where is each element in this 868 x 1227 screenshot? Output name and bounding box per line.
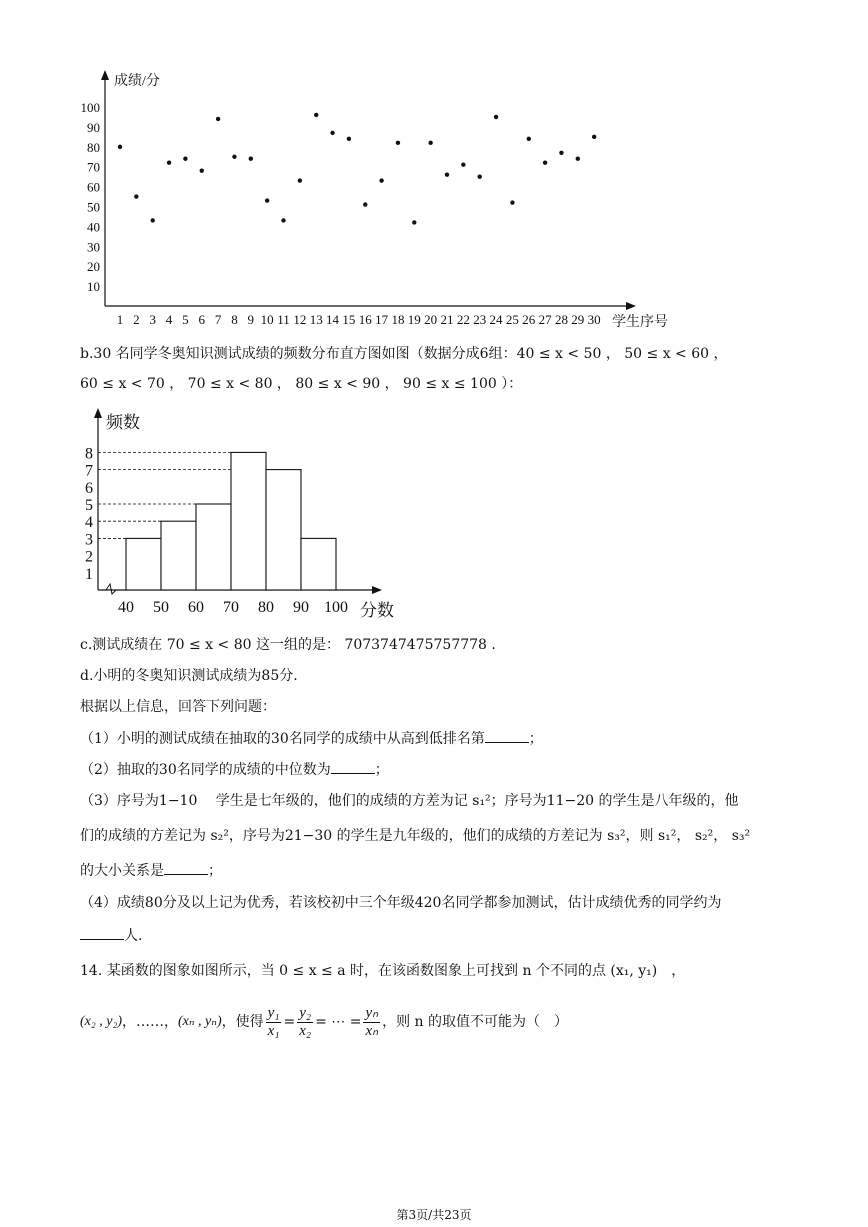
text-c-line: c.测试成绩在 70 ≤ x < 80 这一组的是： 7073747475757778 . (80, 637, 496, 653)
histogram-y-tick-label: 7 (85, 462, 93, 480)
question-3-text: 的大小关系是 (80, 863, 164, 879)
scatter-x-tick-label: 4 (165, 312, 173, 327)
histogram-chart (76, 404, 416, 626)
scatter-x-tick-label: 19 (407, 312, 421, 327)
scatter-point (527, 137, 531, 141)
question-3-end: ； (208, 863, 222, 879)
scatter-x-tick-label: 23 (473, 312, 487, 327)
histogram-bar (231, 452, 266, 590)
histogram-x-ticks (118, 599, 348, 616)
answer-blank-4[interactable] (80, 925, 124, 940)
question-4-line2 (80, 925, 142, 946)
scatter-point (543, 161, 547, 165)
q14-fraction-n: $\frac{\text{yₙ}}{\text{xₙ}}$ (365, 1004, 379, 1039)
question-3-line2: 们的成绩的方差记为 s₂²，序号为21−30 的学生是九年级的，他们的成绩的方差记为 s₃²，则 s₁²， s₂²， s₃² (80, 828, 751, 844)
scatter-point (330, 131, 334, 135)
scatter-y-title: 成绩/分 (114, 74, 160, 89)
text-intro: 根据以上信息，回答下列问题： (80, 699, 276, 715)
scatter-point (249, 157, 253, 161)
histogram-x-tick-label: 90 (293, 599, 309, 616)
question-4-end: 人. (124, 928, 143, 944)
histogram-x-title: 分数 (360, 601, 394, 620)
scatter-x-tick-label: 11 (277, 312, 290, 327)
scatter-point (347, 137, 351, 141)
scatter-point (478, 174, 482, 178)
scatter-point (151, 218, 155, 222)
scatter-x-tick-label: 15 (342, 312, 356, 327)
text-b-line2: 60 ≤ x < 70 ， 70 ≤ x < 80 ， 80 ≤ x < 90 ， 90 ≤ x ≤ 100 ）： (80, 376, 523, 392)
scatter-x-title: 学生序号 (612, 315, 668, 330)
scatter-axes (101, 70, 636, 310)
q14-fraction-1: $\frac{\text{y₁}}{\text{x₁}}$ (267, 1004, 280, 1039)
scatter-x-tick-label: 18 (391, 312, 405, 327)
histogram-y-tick-label: 4 (85, 514, 93, 532)
scatter-x-tick-label: 10 (260, 312, 274, 327)
scatter-y-tick-label: 60 (87, 179, 100, 195)
question-14-line2: (x₂ , y₂) ，……， (xₙ , yₙ) ，使得 $\frac{\text{y₁}}{\text{x₁}}$ = $\frac{\text{y₂}}{\text{x₂}}$ = ⋯ = $\frac{\text{yₙ}}{\text{xₙ}}$ ，则 n 的取值不可能为（ ） (80, 1004, 569, 1039)
scatter-x-tick-label: 17 (375, 312, 389, 327)
scatter-x-tick-label: 29 (571, 312, 585, 327)
answer-blank-2[interactable] (331, 759, 375, 774)
scatter-x-tick-label: 21 (440, 312, 454, 327)
histogram-x-tick-label: 80 (258, 599, 274, 616)
histogram-y-tick-label: 5 (85, 497, 93, 514)
scatter-point (379, 178, 383, 182)
scatter-x-tick-label: 25 (505, 312, 519, 327)
question-3-line1: （3）序号为1−10 学生是七年级的，他们的成绩的方差为记 s₁²；序号为11−20 的学生是八年级的，他 (80, 793, 739, 809)
scatter-y-tick-label: 30 (87, 239, 100, 255)
scatter-x-ticks (117, 312, 601, 327)
scatter-point (412, 220, 416, 224)
scatter-point (428, 141, 432, 145)
histogram-y-title: 频数 (106, 413, 140, 432)
scatter-x-tick-label: 6 (198, 312, 205, 327)
question-3-line3 (80, 860, 222, 881)
scatter-points (118, 113, 597, 225)
q14-tail: ，则 n 的取值不可能为（ ） (382, 1014, 569, 1030)
scatter-x-tick-label: 26 (522, 312, 536, 327)
answer-blank-1[interactable] (485, 728, 529, 743)
scatter-point (167, 161, 171, 165)
scatter-x-tick-label: 3 (149, 312, 156, 327)
histogram-bar (126, 538, 161, 590)
scatter-point (200, 168, 204, 172)
scatter-x-tick-label: 9 (247, 312, 255, 327)
scatter-y-tick-label: 90 (87, 119, 100, 135)
histogram-y-tick-label: 6 (85, 479, 93, 497)
q14-point-2: (x₂ , y₂) (80, 1014, 122, 1029)
scatter-point (232, 155, 236, 159)
histogram-x-tick-label: 40 (118, 599, 134, 616)
scatter-y-ticks (81, 100, 101, 294)
scatter-point (118, 145, 122, 149)
question-4-line1: （4）成绩80分及以上记为优秀，若该校初中三个年级420名同学都参加测试，估计成绩优秀的同学约为 (80, 895, 722, 911)
histogram-bar (266, 470, 301, 590)
scatter-x-tick-label: 22 (456, 312, 470, 327)
answer-blank-3[interactable] (164, 860, 208, 875)
scatter-point (134, 194, 138, 198)
scatter-x-tick-label: 30 (587, 312, 601, 327)
scatter-chart (70, 64, 690, 336)
scatter-x-tick-label: 7 (214, 312, 222, 327)
scatter-point (576, 157, 580, 161)
scatter-x-tick-label: 5 (182, 312, 189, 327)
histogram-bar (196, 504, 231, 590)
histogram-x-tick-label: 70 (223, 599, 239, 616)
text-d-line: d.小明的冬奥知识测试成绩为85分. (80, 668, 298, 684)
scatter-x-tick-label: 16 (358, 312, 372, 327)
scatter-x-tick-label: 20 (424, 312, 438, 327)
scatter-point (183, 157, 187, 161)
scatter-point (592, 135, 596, 139)
scatter-point (461, 163, 465, 167)
q14-make: ，使得 (221, 1014, 264, 1030)
q14-fraction-2: $\frac{\text{y₂}}{\text{x₂}}$ (299, 1004, 312, 1039)
histogram-y-tick-label: 3 (85, 531, 93, 549)
scatter-y-tick-label: 10 (87, 279, 100, 295)
scatter-y-tick-label: 80 (87, 139, 100, 155)
histogram-y-tick-label: 2 (85, 548, 93, 566)
histogram-y-tick-label: 8 (85, 445, 93, 463)
scatter-point (314, 113, 318, 117)
scatter-x-tick-label: 12 (293, 312, 307, 327)
scatter-x-tick-label: 8 (231, 312, 238, 327)
question-1-text: （1）小明的测试成绩在抽取的30名同学的成绩中从高到低排名第 (80, 731, 485, 747)
histogram-bar (161, 521, 196, 590)
scatter-point (281, 218, 285, 222)
histogram-y-ticks (85, 445, 93, 582)
histogram-bars (126, 452, 336, 590)
scatter-point (494, 115, 498, 119)
scatter-x-tick-label: 27 (538, 312, 552, 327)
histogram-bar (301, 538, 336, 590)
scatter-point (396, 141, 400, 145)
scatter-point (265, 198, 269, 202)
q14-mid: = ⋯ = (315, 1014, 362, 1030)
histogram-x-tick-label: 100 (324, 599, 348, 616)
scatter-y-tick-label: 70 (87, 159, 100, 175)
scatter-x-tick-label: 2 (133, 312, 140, 327)
question-2 (80, 759, 389, 780)
histogram-x-tick-label: 50 (153, 599, 169, 616)
scatter-x-tick-label: 14 (326, 312, 340, 327)
scatter-point (510, 200, 514, 204)
scatter-point (298, 178, 302, 182)
scatter-point (216, 117, 220, 121)
scatter-y-tick-label: 40 (87, 219, 100, 235)
scatter-point (445, 172, 449, 176)
histogram-x-tick-label: 60 (188, 599, 204, 616)
question-2-end: ； (374, 762, 389, 778)
scatter-x-tick-label: 1 (116, 312, 124, 327)
q14-point-n: (xₙ , yₙ) (178, 1014, 222, 1029)
text-b-line1: b.30 名同学冬奥知识测试成绩的频数分布直方图如图（数据分成6组：40 ≤ x < 50 ， 50 ≤ x < 60 ， (80, 346, 728, 362)
scatter-y-tick-label: 50 (87, 199, 100, 215)
question-1 (80, 728, 543, 749)
scatter-x-tick-label: 28 (554, 312, 568, 327)
question-14-line1: 14. 某函数的图象如图所示，当 0 ≤ x ≤ a 时，在该函数图象上可找到 n 个不同的点 (x₁, y₁) ， (80, 963, 686, 979)
scatter-y-tick-label: 100 (80, 100, 100, 115)
scatter-point (363, 202, 367, 206)
question-2-text: （2）抽取的30名同学的成绩的中位数为 (80, 762, 331, 778)
histogram-y-tick-label: 1 (85, 565, 93, 583)
q14-dots: ，……， (122, 1014, 178, 1030)
scatter-x-tick-label: 13 (309, 312, 323, 327)
scatter-point (559, 151, 563, 155)
scatter-x-tick-label: 24 (489, 312, 503, 327)
scatter-y-tick-label: 20 (87, 259, 100, 275)
page-footer: 第3页/共23页 (396, 1208, 472, 1222)
question-1-end: ； (528, 731, 543, 747)
